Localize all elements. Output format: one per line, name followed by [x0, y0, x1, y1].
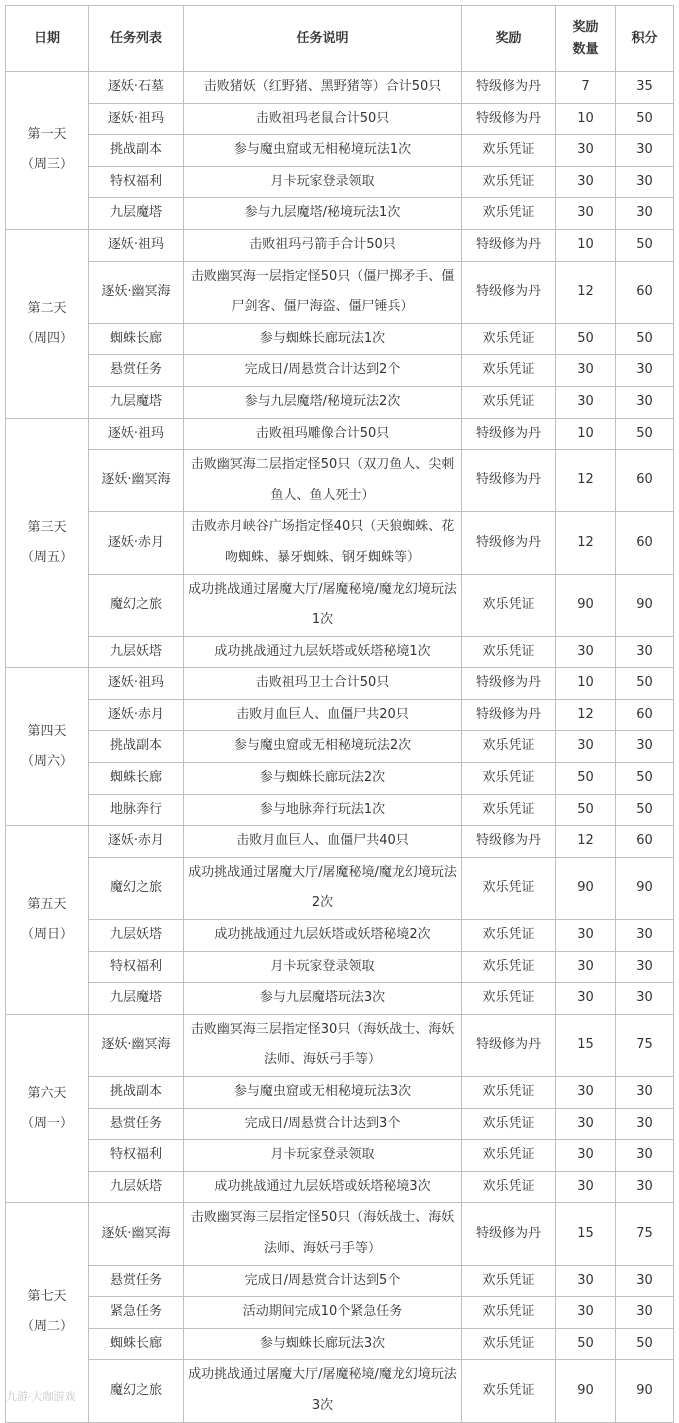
header-date: 日期 [6, 6, 89, 72]
task-description: 击败赤月峡谷广场指定怪40只（天狼蜘蛛、花吻蜘蛛、暴牙蜘蛛、钢牙蜘蛛等） [184, 512, 462, 574]
reward-name: 特级修为丹 [462, 450, 556, 512]
table-header [6, 6, 674, 72]
table-row [6, 1108, 674, 1140]
reward-name: 欢乐凭证 [462, 857, 556, 919]
task-description: 参与九层魔塔/秘境玩法2次 [184, 386, 462, 418]
task-description: 成功挑战通过九层妖塔或妖塔秘境1次 [184, 636, 462, 668]
task-description: 击败月血巨人、血僵尸共40只 [184, 826, 462, 858]
reward-quantity: 30 [556, 636, 616, 668]
reward-name: 特级修为丹 [462, 261, 556, 323]
task-description: 月卡玩家登录领取 [184, 166, 462, 198]
day-cell [6, 229, 89, 418]
table-row [6, 636, 674, 668]
task-description: 月卡玩家登录领取 [184, 1140, 462, 1172]
task-description: 击败幽冥海二层指定怪50只（双刀鱼人、尖刺鱼人、鱼人死士） [184, 450, 462, 512]
task-description: 成功挑战通过屠魔大厅/屠魔秘境/魔龙幻境玩法2次 [184, 857, 462, 919]
points-value: 30 [616, 636, 674, 668]
table-row [6, 355, 674, 387]
day-cell [6, 1014, 89, 1203]
task-description: 参与地脉奔行玩法1次 [184, 794, 462, 826]
task-name: 逐妖·赤月 [89, 826, 184, 858]
reward-name: 欢乐凭证 [462, 135, 556, 167]
header-quantity [556, 6, 616, 72]
task-name: 悬赏任务 [89, 1265, 184, 1297]
reward-name: 欢乐凭证 [462, 198, 556, 230]
reward-name: 欢乐凭证 [462, 636, 556, 668]
points-value: 30 [616, 386, 674, 418]
day-cell [6, 72, 89, 230]
header-description: 任务说明 [184, 6, 462, 72]
day-cell [6, 418, 89, 668]
day-cell [6, 826, 89, 1015]
reward-quantity: 30 [556, 386, 616, 418]
task-name: 九层魔塔 [89, 983, 184, 1015]
task-name: 九层魔塔 [89, 386, 184, 418]
table-row [6, 574, 674, 636]
reward-name: 欢乐凭证 [462, 574, 556, 636]
weekday-label: （周三） [20, 157, 73, 173]
table-row [6, 418, 674, 450]
task-name: 逐妖·石墓 [89, 72, 184, 104]
header-quantity-line1: 奖励 [572, 19, 599, 35]
task-name: 蜘蛛长廊 [89, 1328, 184, 1360]
reward-name: 欢乐凭证 [462, 1140, 556, 1172]
task-name: 逐妖·祖玛 [89, 103, 184, 135]
points-value: 30 [616, 951, 674, 983]
task-description: 击败祖玛弓箭手合计50只 [184, 229, 462, 261]
points-value: 30 [616, 135, 674, 167]
points-value: 30 [616, 355, 674, 387]
points-value: 50 [616, 323, 674, 355]
weekday-label: （周二） [20, 1319, 73, 1335]
reward-quantity: 12 [556, 512, 616, 574]
reward-name: 欢乐凭证 [462, 1297, 556, 1329]
reward-quantity: 50 [556, 1328, 616, 1360]
day-cell [6, 668, 89, 826]
table-row [6, 1171, 674, 1203]
table-row [6, 1140, 674, 1172]
task-description: 成功挑战通过九层妖塔或妖塔秘境2次 [184, 920, 462, 952]
table-row [6, 323, 674, 355]
points-value: 50 [616, 794, 674, 826]
table-row [6, 198, 674, 230]
task-description: 参与魔虫窟或无相秘境玩法3次 [184, 1077, 462, 1109]
reward-name: 欢乐凭证 [462, 1171, 556, 1203]
reward-name: 特级修为丹 [462, 229, 556, 261]
table-row [6, 699, 674, 731]
reward-name: 欢乐凭证 [462, 951, 556, 983]
weekday-label: （周日） [20, 927, 73, 943]
reward-name: 特级修为丹 [462, 103, 556, 135]
table-row [6, 763, 674, 795]
table-row [6, 512, 674, 574]
reward-quantity: 10 [556, 668, 616, 700]
header-task: 任务列表 [89, 6, 184, 72]
reward-name: 欢乐凭证 [462, 731, 556, 763]
task-description: 完成日/周悬赏合计达到2个 [184, 355, 462, 387]
task-description: 击败幽冥海三层指定怪30只（海妖战士、海妖法师、海妖弓手等） [184, 1014, 462, 1076]
task-description: 参与蜘蛛长廊玩法2次 [184, 763, 462, 795]
task-name: 悬赏任务 [89, 355, 184, 387]
table-row [6, 1077, 674, 1109]
task-description: 参与九层魔塔/秘境玩法1次 [184, 198, 462, 230]
task-name: 挑战副本 [89, 731, 184, 763]
day-label: 第二天 [27, 300, 67, 316]
reward-quantity: 90 [556, 574, 616, 636]
task-description: 击败祖玛老鼠合计50只 [184, 103, 462, 135]
task-name: 紧急任务 [89, 1297, 184, 1329]
header-reward: 奖励 [462, 6, 556, 72]
reward-name: 欢乐凭证 [462, 355, 556, 387]
day-label: 第七天 [27, 1289, 67, 1305]
reward-name: 特级修为丹 [462, 826, 556, 858]
table-row [6, 857, 674, 919]
points-value: 30 [616, 731, 674, 763]
reward-quantity: 7 [556, 72, 616, 104]
task-name: 九层妖塔 [89, 1171, 184, 1203]
reward-quantity: 30 [556, 135, 616, 167]
table-row [6, 1203, 674, 1265]
table-row [6, 731, 674, 763]
task-name: 挑战副本 [89, 1077, 184, 1109]
task-name: 地脉奔行 [89, 794, 184, 826]
table-row [6, 1328, 674, 1360]
table-row [6, 229, 674, 261]
points-value: 50 [616, 229, 674, 261]
reward-quantity: 30 [556, 983, 616, 1015]
task-description: 活动期间完成10个紧急任务 [184, 1297, 462, 1329]
task-description: 击败祖玛卫士合计50只 [184, 668, 462, 700]
reward-quantity: 90 [556, 1360, 616, 1422]
task-name: 蜘蛛长廊 [89, 323, 184, 355]
day-label: 第三天 [27, 519, 67, 535]
reward-quantity: 12 [556, 699, 616, 731]
reward-name: 欢乐凭证 [462, 323, 556, 355]
reward-quantity: 50 [556, 323, 616, 355]
points-value: 50 [616, 668, 674, 700]
points-value: 60 [616, 261, 674, 323]
points-value: 75 [616, 1014, 674, 1076]
table-row [6, 983, 674, 1015]
reward-name: 特级修为丹 [462, 512, 556, 574]
weekday-label: （周一） [20, 1115, 73, 1131]
points-value: 30 [616, 198, 674, 230]
points-value: 50 [616, 103, 674, 135]
table-body [6, 72, 674, 1423]
task-name: 九层魔塔 [89, 198, 184, 230]
task-name: 特权福利 [89, 951, 184, 983]
points-value: 75 [616, 1203, 674, 1265]
reward-quantity: 10 [556, 229, 616, 261]
reward-quantity: 15 [556, 1014, 616, 1076]
task-description: 参与魔虫窟或无相秘境玩法2次 [184, 731, 462, 763]
table-row [6, 1360, 674, 1422]
points-value: 90 [616, 1360, 674, 1422]
task-name: 魔幻之旅 [89, 857, 184, 919]
table-row [6, 920, 674, 952]
task-description: 成功挑战通过屠魔大厅/屠魔秘境/魔龙幻境玩法3次 [184, 1360, 462, 1422]
task-name: 魔幻之旅 [89, 574, 184, 636]
table-row [6, 1265, 674, 1297]
task-name: 逐妖·幽冥海 [89, 450, 184, 512]
task-name: 逐妖·幽冥海 [89, 1203, 184, 1265]
points-value: 30 [616, 983, 674, 1015]
reward-quantity: 30 [556, 1077, 616, 1109]
task-description: 成功挑战通过屠魔大厅/屠魔秘境/魔龙幻境玩法1次 [184, 574, 462, 636]
reward-name: 欢乐凭证 [462, 1328, 556, 1360]
table-row [6, 1014, 674, 1076]
header-row [6, 6, 674, 72]
task-name: 逐妖·祖玛 [89, 418, 184, 450]
reward-quantity: 30 [556, 1140, 616, 1172]
task-name: 九层妖塔 [89, 636, 184, 668]
reward-name: 欢乐凭证 [462, 794, 556, 826]
reward-name: 欢乐凭证 [462, 983, 556, 1015]
reward-name: 特级修为丹 [462, 72, 556, 104]
points-value: 30 [616, 1108, 674, 1140]
reward-quantity: 30 [556, 355, 616, 387]
header-quantity-line2: 数量 [572, 41, 599, 57]
watermark: 九游·大咖游戏 [6, 1390, 76, 1403]
task-description: 成功挑战通过九层妖塔或妖塔秘境3次 [184, 1171, 462, 1203]
points-value: 60 [616, 699, 674, 731]
day-label: 第四天 [27, 723, 67, 739]
table-row [6, 103, 674, 135]
task-name: 逐妖·祖玛 [89, 229, 184, 261]
reward-quantity: 10 [556, 418, 616, 450]
task-description: 月卡玩家登录领取 [184, 951, 462, 983]
reward-quantity: 50 [556, 763, 616, 795]
task-description: 击败猪妖（红野猪、黑野猪等）合计50只 [184, 72, 462, 104]
task-name: 逐妖·幽冥海 [89, 1014, 184, 1076]
task-name: 蜘蛛长廊 [89, 763, 184, 795]
task-description: 参与魔虫窟或无相秘境玩法1次 [184, 135, 462, 167]
table-row [6, 72, 674, 104]
points-value: 90 [616, 857, 674, 919]
task-schedule-table [5, 5, 674, 1423]
task-description: 击败月血巨人、血僵尸共20只 [184, 699, 462, 731]
weekday-label: （周六） [20, 753, 73, 769]
reward-name: 特级修为丹 [462, 418, 556, 450]
task-name: 特权福利 [89, 166, 184, 198]
table-row [6, 135, 674, 167]
reward-quantity: 10 [556, 103, 616, 135]
weekday-label: （周五） [20, 549, 73, 565]
reward-quantity: 12 [556, 261, 616, 323]
task-description: 击败祖玛雕像合计50只 [184, 418, 462, 450]
task-description: 参与蜘蛛长廊玩法3次 [184, 1328, 462, 1360]
reward-quantity: 30 [556, 198, 616, 230]
reward-name: 特级修为丹 [462, 699, 556, 731]
reward-quantity: 30 [556, 166, 616, 198]
day-label: 第一天 [27, 127, 67, 143]
points-value: 50 [616, 763, 674, 795]
reward-quantity: 30 [556, 951, 616, 983]
reward-quantity: 30 [556, 1171, 616, 1203]
points-value: 50 [616, 418, 674, 450]
task-name: 逐妖·祖玛 [89, 668, 184, 700]
table-row [6, 450, 674, 512]
reward-quantity: 30 [556, 1265, 616, 1297]
reward-name: 欢乐凭证 [462, 1077, 556, 1109]
reward-name: 欢乐凭证 [462, 1265, 556, 1297]
reward-quantity: 12 [556, 826, 616, 858]
reward-quantity: 50 [556, 794, 616, 826]
table-row [6, 668, 674, 700]
points-value: 50 [616, 1328, 674, 1360]
table-row [6, 794, 674, 826]
table-row [6, 166, 674, 198]
reward-quantity: 30 [556, 1108, 616, 1140]
task-name: 悬赏任务 [89, 1108, 184, 1140]
day-label: 第五天 [27, 897, 67, 913]
points-value: 60 [616, 826, 674, 858]
table-row [6, 261, 674, 323]
task-name: 挑战副本 [89, 135, 184, 167]
points-value: 35 [616, 72, 674, 104]
reward-quantity: 30 [556, 1297, 616, 1329]
table-row [6, 826, 674, 858]
reward-name: 欢乐凭证 [462, 386, 556, 418]
points-value: 30 [616, 1077, 674, 1109]
reward-quantity: 12 [556, 450, 616, 512]
reward-name: 欢乐凭证 [462, 763, 556, 795]
reward-name: 欢乐凭证 [462, 920, 556, 952]
task-name: 魔幻之旅 [89, 1360, 184, 1422]
task-description: 击败幽冥海三层指定怪50只（海妖战士、海妖法师、海妖弓手等） [184, 1203, 462, 1265]
day-label: 第六天 [27, 1085, 67, 1101]
points-value: 30 [616, 1265, 674, 1297]
reward-quantity: 30 [556, 731, 616, 763]
task-name: 逐妖·幽冥海 [89, 261, 184, 323]
reward-quantity: 90 [556, 857, 616, 919]
table-row [6, 951, 674, 983]
points-value: 30 [616, 1297, 674, 1329]
task-name: 逐妖·赤月 [89, 512, 184, 574]
points-value: 30 [616, 1171, 674, 1203]
reward-quantity: 15 [556, 1203, 616, 1265]
points-value: 60 [616, 450, 674, 512]
reward-name: 欢乐凭证 [462, 1108, 556, 1140]
weekday-label: （周四） [20, 330, 73, 346]
reward-name: 特级修为丹 [462, 1014, 556, 1076]
reward-name: 欢乐凭证 [462, 1360, 556, 1422]
points-value: 60 [616, 512, 674, 574]
task-name: 逐妖·赤月 [89, 699, 184, 731]
task-description: 击败幽冥海一层指定怪50只（僵尸掷矛手、僵尸剑客、僵尸海盗、僵尸锤兵） [184, 261, 462, 323]
task-description: 参与蜘蛛长廊玩法1次 [184, 323, 462, 355]
points-value: 90 [616, 574, 674, 636]
header-points: 积分 [616, 6, 674, 72]
task-description: 完成日/周悬赏合计达到3个 [184, 1108, 462, 1140]
points-value: 30 [616, 920, 674, 952]
points-value: 30 [616, 1140, 674, 1172]
reward-name: 特级修为丹 [462, 668, 556, 700]
task-name: 九层妖塔 [89, 920, 184, 952]
reward-name: 特级修为丹 [462, 1203, 556, 1265]
task-name: 特权福利 [89, 1140, 184, 1172]
reward-quantity: 30 [556, 920, 616, 952]
points-value: 30 [616, 166, 674, 198]
reward-name: 欢乐凭证 [462, 166, 556, 198]
table-row [6, 1297, 674, 1329]
table-row [6, 386, 674, 418]
task-description: 参与九层魔塔玩法3次 [184, 983, 462, 1015]
task-description: 完成日/周悬赏合计达到5个 [184, 1265, 462, 1297]
